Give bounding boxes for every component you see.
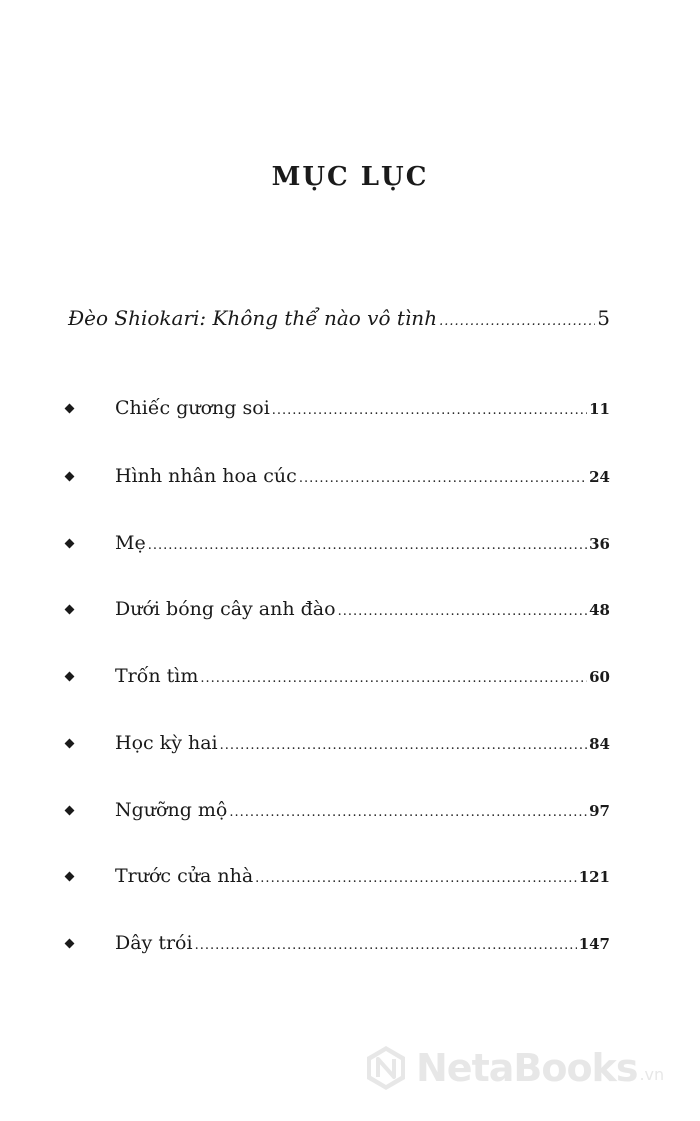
toc-page-number: 5 <box>597 306 610 330</box>
toc-page-number: 84 <box>589 735 610 753</box>
toc-entry-label: Học kỳ hai <box>115 732 218 754</box>
toc-entry-label: Mẹ <box>115 532 146 554</box>
toc-entry-label: Trốn tìm <box>115 665 199 687</box>
diamond-bullet-icon <box>65 672 75 682</box>
dot-leader <box>148 538 587 553</box>
toc-entry[interactable] <box>115 598 610 620</box>
toc-entry-label: Dưới bóng cây anh đào <box>115 598 336 620</box>
toc-entry[interactable] <box>115 865 610 887</box>
watermark-suffix: .vn <box>639 1065 665 1084</box>
netabooks-logo-icon <box>364 1044 408 1092</box>
toc-page-number: 11 <box>589 400 610 418</box>
dot-leader <box>195 938 577 953</box>
netabooks-watermark <box>364 1044 664 1092</box>
diamond-bullet-icon <box>65 539 75 549</box>
diamond-bullet-icon <box>65 939 75 949</box>
toc-page-number: 147 <box>578 935 610 953</box>
toc-page-number: 24 <box>589 468 610 486</box>
toc-page-number: 60 <box>589 668 610 686</box>
dot-leader <box>439 314 595 329</box>
toc-entry-label: Đèo Shiokari: Không thể nào vô tình <box>68 306 438 330</box>
diamond-bullet-icon <box>65 404 75 414</box>
toc-entry[interactable] <box>115 465 610 487</box>
diamond-bullet-icon <box>65 605 75 615</box>
toc-entry[interactable] <box>115 799 610 821</box>
toc-entry-intro[interactable] <box>68 306 610 330</box>
dot-leader <box>220 738 588 753</box>
toc-entry-label: Chiếc gương soi <box>115 397 270 419</box>
dot-leader <box>229 805 587 820</box>
dot-leader <box>338 604 588 619</box>
toc-page-number: 97 <box>589 802 610 820</box>
watermark-brand: NetaBooks <box>416 1046 638 1090</box>
dot-leader <box>200 671 587 686</box>
toc-entry[interactable] <box>115 732 610 754</box>
toc-entry-label: Dây trói <box>115 932 193 954</box>
toc-page-number: 121 <box>578 868 610 886</box>
dot-leader <box>299 471 587 486</box>
page-title: MỤC LỤC <box>271 162 429 192</box>
diamond-bullet-icon <box>65 739 75 749</box>
toc-entry[interactable] <box>115 932 610 954</box>
dot-leader <box>272 403 587 418</box>
toc-entry-label: Hình nhân hoa cúc <box>115 465 297 487</box>
dot-leader <box>255 871 577 886</box>
diamond-bullet-icon <box>65 472 75 482</box>
toc-entry[interactable] <box>115 532 610 554</box>
toc-entry[interactable] <box>115 665 610 687</box>
toc-entry-label: Trước cửa nhà <box>115 865 254 887</box>
diamond-bullet-icon <box>65 872 75 882</box>
toc-page-number: 36 <box>589 535 610 553</box>
toc-entry[interactable] <box>115 397 610 419</box>
toc-page-number: 48 <box>589 601 610 619</box>
diamond-bullet-icon <box>65 806 75 816</box>
toc-entry-label: Ngưỡng mộ <box>115 799 228 821</box>
